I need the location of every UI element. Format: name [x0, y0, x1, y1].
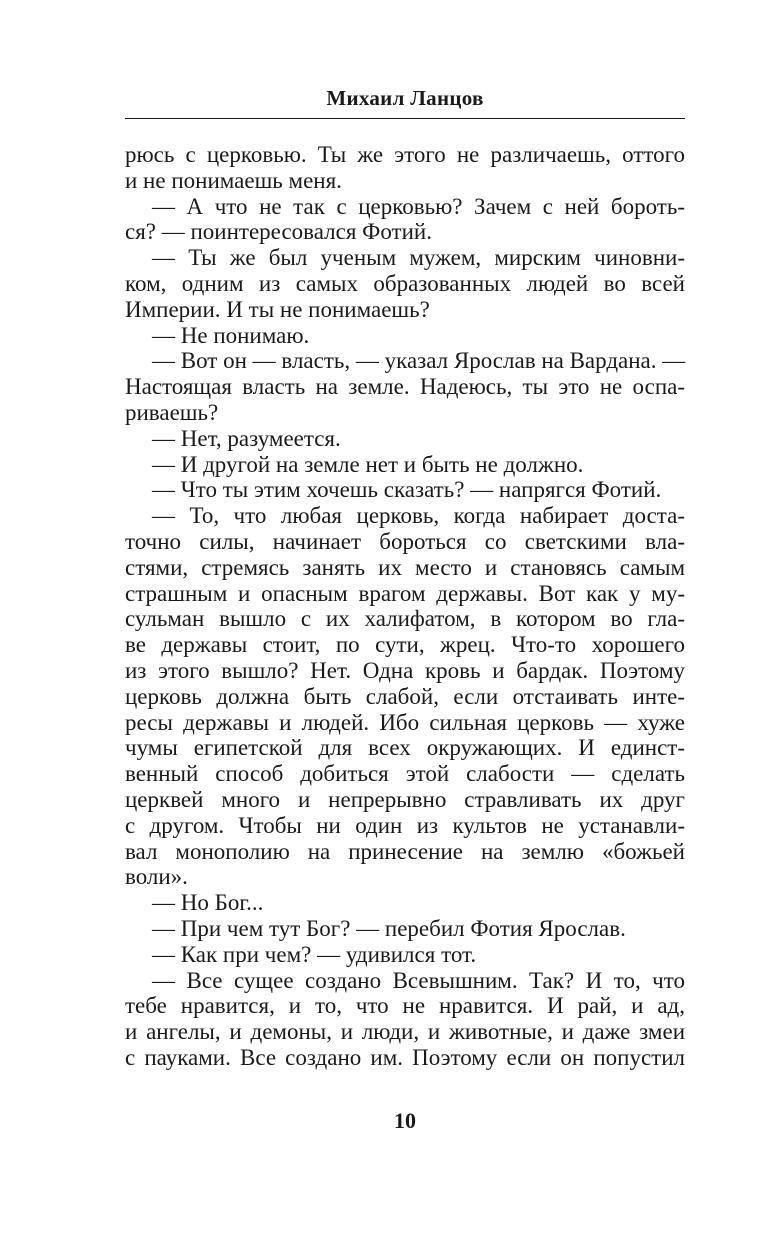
page-number: 10 [394, 1108, 416, 1133]
text-line: — При чем тут Бог? — перебил Фотия Ярослав. [152, 915, 626, 941]
text-line: ве державы стоит, по сути, жрец. Что-то хорошего [125, 632, 685, 658]
text-line: — Не понимаю. [152, 322, 310, 348]
text-line: — Ты же был ученым мужем, мирским чиновни- [152, 245, 685, 271]
text-line: с пауками. Все создано им. Поэтому если он попустил [125, 1044, 685, 1070]
text-line: стями, стремясь занять их место и становясь самым [125, 554, 685, 580]
text-line: — Вот он — власть, — указал Ярослав на Вардана. — [152, 348, 686, 374]
text-line: тебе нравится, и то, что не нравится. И рай, и ад, [125, 993, 685, 1019]
text-line: — И другой на земле нет и быть не должно. [152, 451, 584, 477]
text-line: Империи. И ты не понимаешь? [125, 296, 430, 322]
text-line: — А что не так с церковью? Зачем с ней бороть- [152, 193, 685, 219]
text-line: ком, одним из самых образованных людей во всей [125, 270, 685, 296]
text-line: и ангелы, и демоны, и люди, и животные, и даже змеи [125, 1019, 685, 1045]
text-line: — То, что любая церковь, когда набирает доста- [152, 503, 685, 529]
text-line: из этого вышло? Нет. Одна кровь и бардак. Поэтому [125, 657, 685, 683]
text-line: рюсь с церковью. Ты же этого не различаешь, оттого [125, 142, 685, 167]
text-line: — Нет, разумеется. [152, 425, 341, 451]
text-line: венный способ добиться этой слабости — сделать [125, 761, 685, 787]
text-line: — Как при чем? — удивился тот. [152, 941, 477, 967]
text-line: сульман вышло с их халифатом, в котором во гла- [125, 606, 685, 632]
text-line: чумы египетской для всех окружающих. И единст- [125, 735, 685, 761]
header-divider [125, 118, 685, 119]
body-text [125, 142, 685, 1071]
text-line: ресы державы и людей. Ибо сильная церковь — хуже [125, 709, 685, 735]
text-line: Настоящая власть на земле. Надеюсь, ты это не оспа- [125, 374, 685, 400]
text-line: церквей много и непрерывно стравливать их друг [125, 786, 685, 812]
text-line: — Что ты этим хочешь сказать? — напрягся Фотий. [152, 477, 662, 503]
text-line: с другом. Чтобы ни один из культов не устанавли- [125, 812, 685, 838]
text-line: страшным и опасным врагом державы. Вот как у му- [125, 580, 685, 606]
text-line: точно силы, начинает бороться со светскими вла- [125, 528, 685, 554]
text-line: риваешь? [125, 399, 219, 425]
text-line: ся? — поинтересовался Фотий. [125, 219, 432, 245]
text-line: церковь должна быть слабой, если отстаивать инте- [125, 683, 685, 709]
text-line: — Но Бог... [152, 890, 264, 916]
text-line: воли». [125, 864, 188, 890]
running-header: Михаил Ланцов [326, 86, 484, 110]
text-line: и не понимаешь меня. [125, 167, 342, 193]
text-line: — Все сущее создано Всевышним. Так? И то, что [152, 967, 685, 993]
text-line: вал монополию на принесение на землю «божьей [125, 838, 685, 864]
